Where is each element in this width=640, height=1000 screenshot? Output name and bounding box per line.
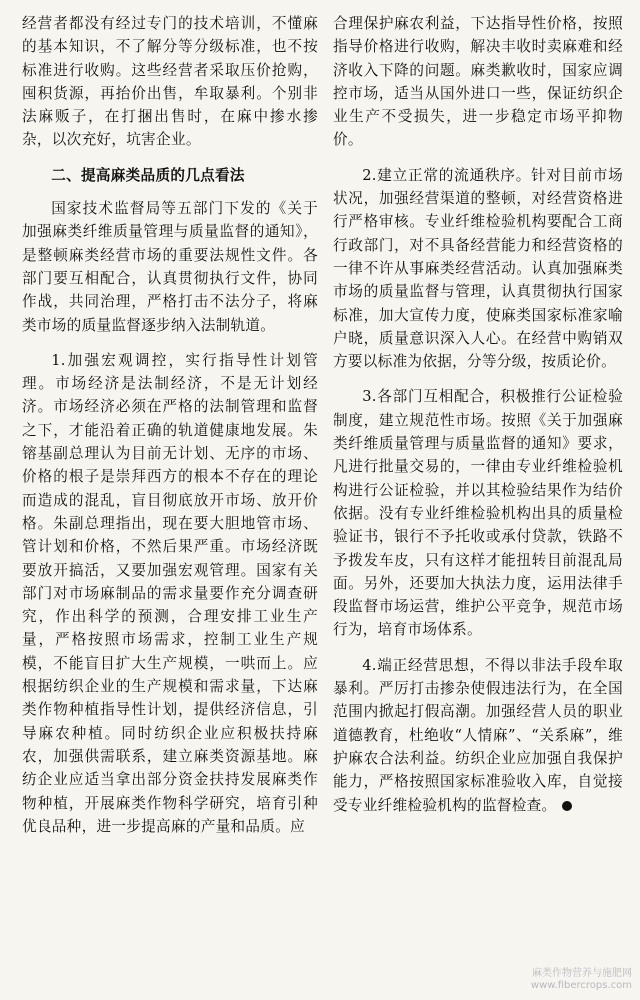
point-1-paragraph: 1.加强宏观调控，实行指导性计划管理。市场经济是法制经济，不是无计划经济。市场经济必须在严格的法制管理和监督之下，才能沿着正确的轨道健康地发展。朱镕基副总理认为目前无计划、无序的市场、价格的根子是崇拜西方的根本不存在的理论而造成的混乱，盲目彻底放开市场、放开价格。朱副总理指出，现在要大胆地管市场、管计划和价格，不然后果严重。市场经济既要放开搞活，又要加强宏观管理。国家有关部门对市场麻制品的需求量要作充分调查研究，作出科学的预测，合理安排工业生产量，严格按照市场需求，控制工业生产规模，不能盲目扩大生产规模，一哄而上。应根据纺织企业的生产规模和需求量，下达麻类作物种植指导性计划，提供经济信息，引导麻农种植。同时纺织企业应积极扶持麻农，加强供需联系，建立麻类资源基地。麻纺企业应适当拿出部分资金扶持发展麻类作物种植，开展麻类作物科学研究，培育引种优良品种，进一步提高麻的产量和品质。应 [22, 351, 318, 835]
point-4-text: 4.端正经营思想，不得以非法手段牟取暴利。严厉打击掺杂使假违法行为，在全国范围内掀起打假高潮。加强经营人员的职业道德教育，杜绝收“人情麻”、“关系麻”，维护麻农合法利益。纺织企业应加强自我保护能力，严格按照国家标准验收入库，自觉接受专业纤维检验机构的监督检查。 [333, 656, 623, 814]
watermark-url: www.fibercrops.com [530, 980, 632, 991]
point-4-paragraph [333, 654, 623, 817]
intro-paragraph: 经营者都没有经过专门的技术培训，不懂麻的基本知识，不了解分等分级标准，也不按标准进行收购。这些经营者采取压价抢购，囤积货源，再抬价出售，牟取暴利。个别非法麻贩子，在打捆出售时，在麻中掺水掺杂，以次充好，坑害企业。 [22, 15, 318, 149]
notice-paragraph: 国家技术监督局等五部门下发的《关于加强麻类纤维质量管理与质量监督的通知》，是整顿麻类经营市场的重要法规性文件。各部门要互相配合，认真贯彻执行文件，协同作战，共同治理，严格打击不法分子，将麻类市场的质量监督逐步纳入法制轨道。 [22, 200, 318, 334]
continued-paragraph: 合理保护麻农利益，下达指导性价格，按照指导价格进行收购，解决丰收时卖麻难和经济收入下降的问题。麻类歉收时，国家应调控市场，适当从国外进口一些，保证纺织企业生产不受损失，进一步稳定市场平抑物价。 [333, 15, 623, 149]
point-3-paragraph: 3.各部门互相配合，积极推行公证检验制度，建立规范性市场。按照《关于加强麻类纤维质量管理与质量监督的通知》要求，凡进行批量交易的，一律由专业纤维检验机构进行公证检验，并以其检验结果作为结价依据。没有专业纤维检验机构出具的质量检验证书，银行不予托收或承付贷款，铁路不予拨发车皮，只有这样才能扭转目前混乱局面。另外，还要加大执法力度，运用法律手段监督市场运营，维护公平竞争，规范市场行为，培育市场体系。 [333, 388, 623, 639]
point-2-paragraph: 2.建立正常的流通秩序。针对目前市场状况，加强经营渠道的整顿，对经营资格进行严格审核。专业纤维检验机构要配合工商行政部门，对不具备经营能力和经营资格的一律不许从事麻类经营活动。认真加强麻类市场的质量监督与管理，认真贯彻执行国家标准，加大宣传力度，使麻类国家标准家喻户晓，质量意识深入人心。在经营中购销双方要以标准为依据，分等分级，按质论价。 [333, 166, 623, 371]
right-column [333, 12, 623, 972]
section-heading: 二、提高麻类品质的几点看法 [51, 166, 245, 184]
end-of-article-icon [562, 801, 572, 811]
watermark-title: 麻类作物营养与施肥网 [532, 968, 632, 979]
site-watermark [531, 968, 632, 992]
left-column [22, 12, 318, 972]
